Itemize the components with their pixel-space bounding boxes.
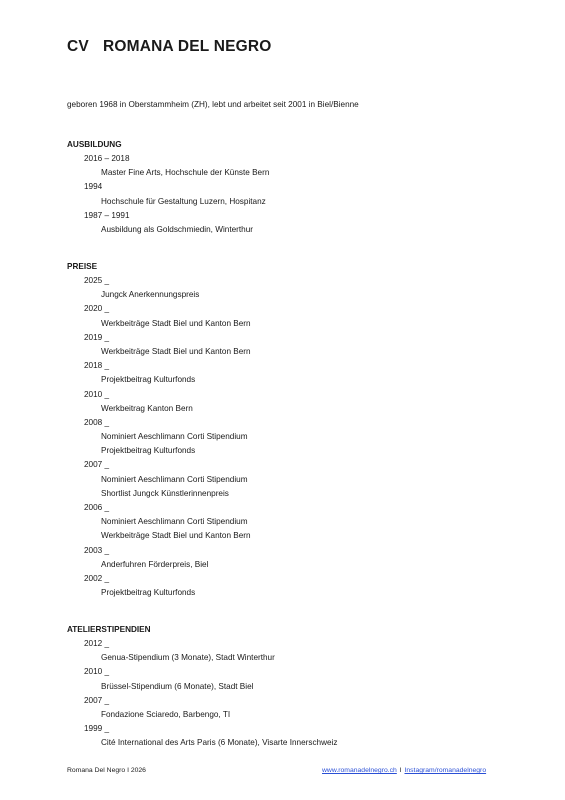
entry-item: Fondazione Sciaredo, Barbengo, TI [101,709,231,719]
website-link[interactable]: www.romanadelnegro.ch [322,767,397,774]
section-heading: ATELIERSTIPENDIEN [67,625,151,634]
section-preise [67,259,527,600]
entry-item: Master Fine Arts, Hochschule der Künste Bern [101,168,270,178]
entry-year: 2016 – 2018 [84,154,130,163]
entry-item: Ausbildung als Goldschmiedin, Winterthur [101,224,253,234]
entry-year: 2007 _ [84,460,110,470]
entry-item: Nominiert Aeschlimann Corti Stipendium [101,517,248,527]
entry-item: Werkbeiträge Stadt Biel und Kanton Bern [101,318,251,328]
entry-year: 2025 _ [84,276,110,285]
entry-item: Jungck Anerkennungspreis [101,290,200,300]
entry-item: Werkbeiträge Stadt Biel und Kanton Bern [101,346,251,356]
entry-item: Werkbeitrag Kanton Bern [101,403,193,413]
entry-year: 2010 _ [84,389,110,399]
entry-year: 2003 _ [84,545,110,555]
entry-item: Werkbeiträge Stadt Biel und Kanton Bern [101,531,251,541]
entry-item: Hochschule für Gestaltung Luzern, Hospitanz [101,196,266,206]
entry-year: 2002 _ [84,573,110,583]
entry-year: 2008 _ [84,417,110,427]
entry-item: Projektbeitrag Kulturfonds [101,375,196,385]
entry-year: 1994 [84,182,103,192]
entry-year: 2006 _ [84,503,110,512]
section-atelierstipendien [67,622,527,751]
entry-year: 2020 _ [84,304,110,314]
artist-name: ROMANA DEL NEGRO [103,38,272,55]
entry-item: Nominiert Aeschlimann Corti Stipendium [101,474,248,484]
section-ausbildung [67,137,527,237]
entry-item: Nominiert Aeschlimann Corti Stipendium [101,432,248,442]
instagram-link[interactable]: Instagram/romanadelnegro [404,767,487,774]
entry-item: Projektbeitrag Kulturfonds [101,588,196,598]
entries-list [67,637,527,751]
entry-item: Genua-Stipendium (3 Monate), Stadt Winterthur [101,653,275,663]
cv-label: CV [67,38,89,55]
entries-list [67,152,527,237]
entry-year: 2012 _ [84,639,110,648]
footer-credit: Romana Del Negro I 2026 [67,767,146,774]
entry-item: Shortlist Jungck Künstlerinnenpreis [101,488,229,498]
entry-item: Cité International des Arts Paris (6 Monate), Visarte Innerschweiz [101,738,338,748]
intro-text: geboren 1968 in Oberstammheim (ZH), lebt und arbeitet seit 2001 in Biel/Bienne [67,100,359,109]
footer-links [322,767,486,774]
section-heading: AUSBILDUNG [67,140,122,149]
entry-item: Anderfuhren Förderpreis, Biel [101,559,209,569]
footer-separator: I [399,767,402,774]
page-title [67,38,272,56]
entry-year: 1987 – 1991 [84,210,130,220]
entry-year: 2010 _ [84,667,110,677]
entry-year: 2018 _ [84,361,110,371]
section-heading: PREISE [67,262,98,271]
entry-year: 2019 _ [84,332,110,342]
entry-year: 2007 _ [84,695,110,705]
entry-item: Brüssel-Stipendium (6 Monate), Stadt Biel [101,681,254,691]
entries-list [67,274,527,600]
entry-year: 1999 _ [84,724,110,734]
entry-item: Projektbeitrag Kulturfonds [101,446,196,456]
